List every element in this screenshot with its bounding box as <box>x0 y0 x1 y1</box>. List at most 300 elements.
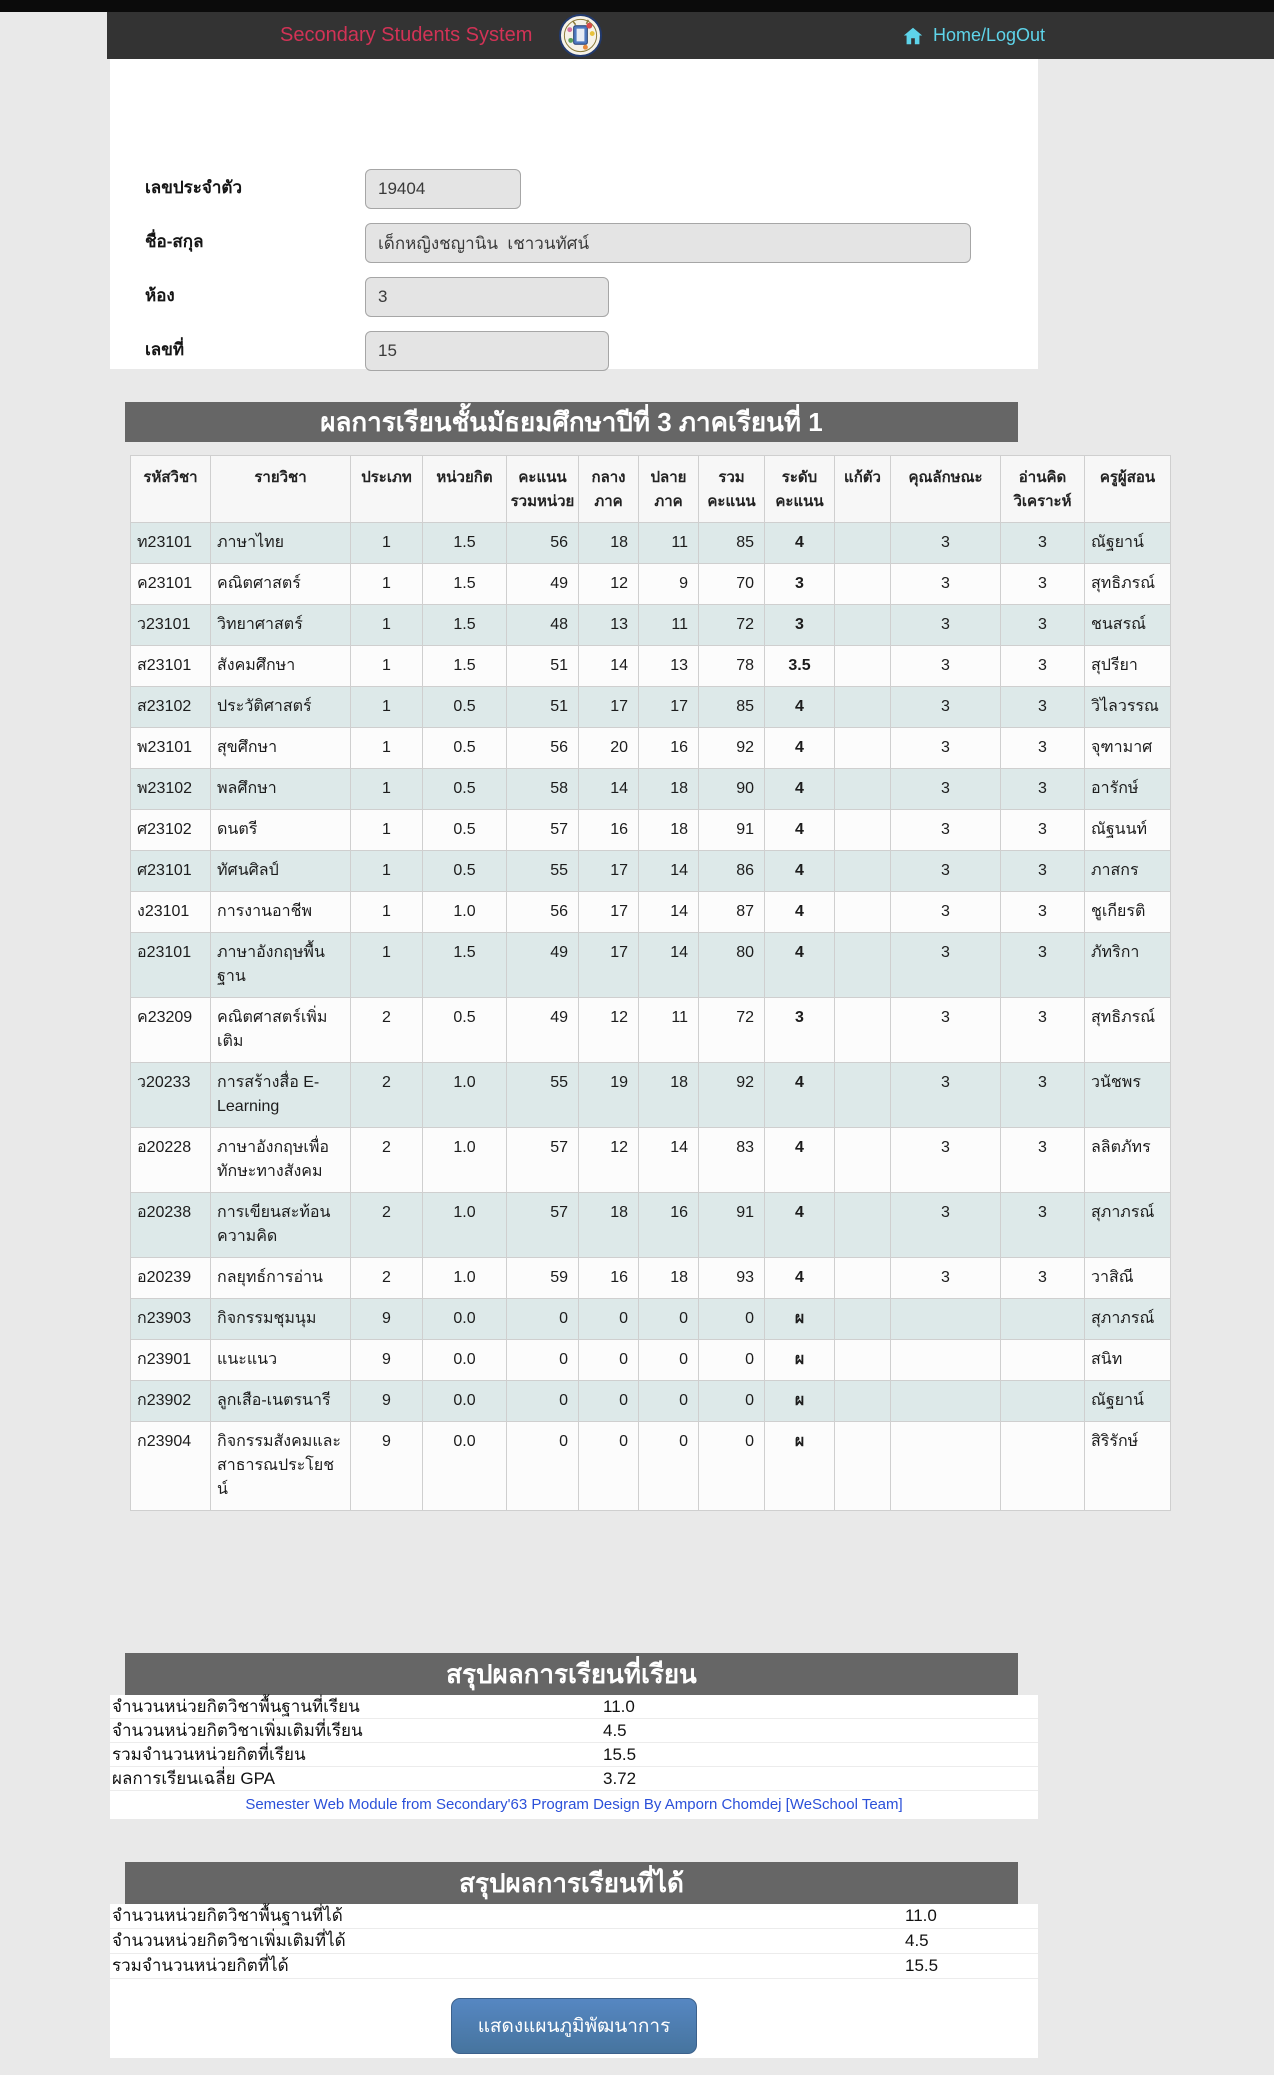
summary-studied-rows <box>110 1695 1038 1791</box>
cell-final: 18 <box>639 1063 699 1128</box>
cell-grade: ผ <box>765 1422 835 1511</box>
cell-type: 1 <box>351 933 423 998</box>
cell-unit_score: 58 <box>507 769 579 810</box>
summary-label: ผลการเรียนเฉลี่ย GPA <box>112 1769 276 1788</box>
cell-midterm: 17 <box>579 851 639 892</box>
navbar <box>107 12 1274 59</box>
cell-traits: 3 <box>891 564 1001 605</box>
top-black-strip <box>0 0 1274 12</box>
column-header: แก้ตัว <box>835 456 891 523</box>
cell-makeup <box>835 1193 891 1258</box>
home-logout-link[interactable] <box>902 12 1045 59</box>
cell-credits: 0.5 <box>423 687 507 728</box>
cell-subject: กิจกรรมชุมนุม <box>211 1299 351 1340</box>
cell-reading: 3 <box>1001 1063 1085 1128</box>
subject-row <box>131 1063 1171 1128</box>
show-development-chart-button[interactable]: แสดงแผนภูมิพัฒนาการ <box>451 1998 698 2054</box>
cell-final: 14 <box>639 851 699 892</box>
cell-midterm: 16 <box>579 1258 639 1299</box>
cell-subject: พลศึกษา <box>211 769 351 810</box>
cell-midterm: 0 <box>579 1381 639 1422</box>
cell-unit_score: 55 <box>507 851 579 892</box>
summary-row <box>110 1743 1038 1767</box>
cell-teacher: สุทธิภ​รณ์ <box>1085 998 1171 1063</box>
cell-traits: 3 <box>891 769 1001 810</box>
summary-earned-title-bar: สรุปผลการเรียนที่ได้ <box>125 1862 1018 1904</box>
cell-reading <box>1001 1299 1085 1340</box>
cell-code: ส23102 <box>131 687 211 728</box>
cell-grade: 3 <box>765 998 835 1063</box>
cell-final: 16 <box>639 728 699 769</box>
cell-final: 0 <box>639 1340 699 1381</box>
cell-credits: 0.0 <box>423 1422 507 1511</box>
cell-grade: 4 <box>765 523 835 564</box>
cell-type: 2 <box>351 1128 423 1193</box>
column-header: คุณลักษณะ <box>891 456 1001 523</box>
cell-type: 9 <box>351 1381 423 1422</box>
subject-row <box>131 523 1171 564</box>
cell-traits: 3 <box>891 646 1001 687</box>
cell-total: 0 <box>699 1381 765 1422</box>
cell-final: 18 <box>639 1258 699 1299</box>
summary-row <box>110 1954 1038 1979</box>
cell-reading: 3 <box>1001 728 1085 769</box>
summary-value: 11.0 <box>603 1697 635 1716</box>
cell-subject: สุขศึกษา <box>211 728 351 769</box>
cell-total: 86 <box>699 851 765 892</box>
cell-reading <box>1001 1422 1085 1511</box>
cell-reading: 3 <box>1001 1258 1085 1299</box>
cell-total: 87 <box>699 892 765 933</box>
cell-midterm: 0 <box>579 1422 639 1511</box>
subject-row <box>131 1299 1171 1340</box>
cell-unit_score: 56 <box>507 523 579 564</box>
column-header: หน่วยกิต <box>423 456 507 523</box>
subject-row <box>131 851 1171 892</box>
cell-subject: การเขียนสะท้อน​ความคิด <box>211 1193 351 1258</box>
cell-type: 1 <box>351 687 423 728</box>
subject-row <box>131 769 1171 810</box>
column-header: ประเภท <box>351 456 423 523</box>
cell-unit_score: 59 <box>507 1258 579 1299</box>
cell-traits: 3 <box>891 1193 1001 1258</box>
cell-total: 83 <box>699 1128 765 1193</box>
cell-makeup <box>835 1128 891 1193</box>
column-header: กลาง​ภาค <box>579 456 639 523</box>
cell-credits: 1.5 <box>423 523 507 564</box>
cell-total: 0 <box>699 1340 765 1381</box>
cell-traits: 3 <box>891 1063 1001 1128</box>
cell-type: 1 <box>351 564 423 605</box>
cell-type: 1 <box>351 810 423 851</box>
column-header: ระดับ​คะแนน <box>765 456 835 523</box>
cell-midterm: 19 <box>579 1063 639 1128</box>
cell-total: 70 <box>699 564 765 605</box>
cell-credits: 0.0 <box>423 1299 507 1340</box>
cell-type: 2 <box>351 1258 423 1299</box>
cell-credits: 1.0 <box>423 1193 507 1258</box>
cell-unit_score: 57 <box>507 810 579 851</box>
cell-grade: 3 <box>765 605 835 646</box>
subject-row <box>131 998 1171 1063</box>
cell-total: 78 <box>699 646 765 687</box>
summary-studied-panel <box>110 1695 1038 1819</box>
cell-type: 9 <box>351 1340 423 1381</box>
cell-grade: 4 <box>765 687 835 728</box>
subject-row <box>131 1422 1171 1511</box>
field-label-student-id: เลขประจำตัว <box>145 178 242 197</box>
cell-reading: 3 <box>1001 687 1085 728</box>
cell-teacher: ชนสรณ์ <box>1085 605 1171 646</box>
cell-subject: การสร้างสื่อ E-Learning <box>211 1063 351 1128</box>
cell-type: 9 <box>351 1422 423 1511</box>
cell-subject: ภาษาอังกฤษเพื่อ​ทักษะทางสังคม <box>211 1128 351 1193</box>
cell-reading: 3 <box>1001 769 1085 810</box>
cell-type: 1 <box>351 605 423 646</box>
cell-subject: แนะแนว <box>211 1340 351 1381</box>
cell-credits: 1.0 <box>423 1128 507 1193</box>
cell-grade: 4 <box>765 728 835 769</box>
cell-midterm: 17 <box>579 892 639 933</box>
cell-grade: 4 <box>765 1193 835 1258</box>
cell-code: อ20238 <box>131 1193 211 1258</box>
cell-credits: 1.5 <box>423 933 507 998</box>
cell-traits: 3 <box>891 851 1001 892</box>
field-label-number: เลขที่ <box>145 340 185 359</box>
cell-midterm: 14 <box>579 769 639 810</box>
cell-grade: ผ <box>765 1381 835 1422</box>
summary-row <box>110 1719 1038 1743</box>
summary-label: รวมจำนวนหน่วยกิตที่เรียน <box>112 1745 306 1764</box>
cell-reading: 3 <box>1001 1128 1085 1193</box>
field-input-full-name[interactable] <box>365 223 971 263</box>
subject-row <box>131 646 1171 687</box>
cell-teacher: ภัทริกา <box>1085 933 1171 998</box>
cell-unit_score: 57 <box>507 1128 579 1193</box>
subject-row <box>131 933 1171 998</box>
cell-grade: 3.5 <box>765 646 835 687</box>
cell-traits: 3 <box>891 998 1001 1063</box>
subject-row <box>131 1381 1171 1422</box>
cell-teacher: จุฑามาศ <box>1085 728 1171 769</box>
cell-traits: 3 <box>891 687 1001 728</box>
field-label-full-name: ชื่อ-สกุล <box>145 232 204 251</box>
cell-makeup <box>835 933 891 998</box>
cell-credits: 1.0 <box>423 1063 507 1128</box>
subject-row <box>131 564 1171 605</box>
cell-credits: 0.5 <box>423 998 507 1063</box>
cell-credits: 1.0 <box>423 1258 507 1299</box>
cell-grade: 4 <box>765 769 835 810</box>
column-header: รหัสวิชา <box>131 456 211 523</box>
column-header: ครูผู้​สอน <box>1085 456 1171 523</box>
cell-teacher: ชูเกียรติ <box>1085 892 1171 933</box>
cell-midterm: 12 <box>579 564 639 605</box>
cell-makeup <box>835 1258 891 1299</box>
credit-line: Semester Web Module from Secondary'63 Program Design By Amporn Chomdej [WeSchool Team] <box>245 1796 903 1813</box>
cell-grade: ผ <box>765 1340 835 1381</box>
column-header: ปลาย​ภาค <box>639 456 699 523</box>
cell-total: 93 <box>699 1258 765 1299</box>
cell-type: 9 <box>351 1299 423 1340</box>
cell-traits: 3 <box>891 728 1001 769</box>
subject-row <box>131 810 1171 851</box>
subject-row <box>131 687 1171 728</box>
column-header: คะแนน​รวม​หน่วย <box>507 456 579 523</box>
cell-subject: ดนตรี <box>211 810 351 851</box>
cell-final: 14 <box>639 1128 699 1193</box>
cell-subject: ทัศนศิลป์ <box>211 851 351 892</box>
cell-code: ว23101 <box>131 605 211 646</box>
cell-subject: การงานอาชีพ <box>211 892 351 933</box>
cell-unit_score: 55 <box>507 1063 579 1128</box>
cell-code: อ23101 <box>131 933 211 998</box>
cell-traits <box>891 1299 1001 1340</box>
cell-code: อ20239 <box>131 1258 211 1299</box>
summary-label: จำนวนหน่วยกิตวิชาพื้นฐานที่เรียน <box>112 1697 360 1716</box>
summary-label: จำนวนหน่วยกิตวิชาเพิ่มเติมที่ได้ <box>112 1931 346 1950</box>
cell-makeup <box>835 892 891 933</box>
cell-credits: 0.5 <box>423 728 507 769</box>
cell-makeup <box>835 523 891 564</box>
cell-total: 92 <box>699 1063 765 1128</box>
cell-final: 16 <box>639 1193 699 1258</box>
summary-value: 3.72 <box>603 1769 637 1788</box>
cell-subject: สังคมศึกษา <box>211 646 351 687</box>
summary-row <box>110 1767 1038 1791</box>
home-icon <box>902 25 924 47</box>
field-input-room[interactable] <box>365 277 609 317</box>
cell-final: 17 <box>639 687 699 728</box>
cell-type: 2 <box>351 1063 423 1128</box>
cell-code: พ23102 <box>131 769 211 810</box>
cell-traits: 3 <box>891 523 1001 564</box>
cell-type: 1 <box>351 769 423 810</box>
cell-code: ท23101 <box>131 523 211 564</box>
cell-subject: วิทยาศาสตร์ <box>211 605 351 646</box>
summary-row <box>110 1904 1038 1929</box>
cell-traits: 3 <box>891 933 1001 998</box>
cell-makeup <box>835 605 891 646</box>
cell-code: ก23901 <box>131 1340 211 1381</box>
summary-label: จำนวนหน่วยกิตวิชาพื้นฐานที่ได้ <box>112 1906 343 1925</box>
cell-total: 90 <box>699 769 765 810</box>
cell-total: 85 <box>699 687 765 728</box>
cell-subject: ประวัติศาสตร์ <box>211 687 351 728</box>
cell-total: 91 <box>699 810 765 851</box>
cell-grade: 4 <box>765 933 835 998</box>
cell-grade: 4 <box>765 851 835 892</box>
cell-teacher: ณัฐยาน์ <box>1085 523 1171 564</box>
cell-final: 11 <box>639 605 699 646</box>
cell-midterm: 12 <box>579 998 639 1063</box>
cell-makeup <box>835 810 891 851</box>
cell-unit_score: 56 <box>507 892 579 933</box>
field-input-number[interactable] <box>365 331 609 371</box>
cell-reading: 3 <box>1001 892 1085 933</box>
cell-teacher: สุภาภ​รณ์ <box>1085 1193 1171 1258</box>
cell-reading: 3 <box>1001 851 1085 892</box>
cell-final: 0 <box>639 1381 699 1422</box>
field-label-room: ห้อง <box>145 286 175 305</box>
cell-code: อ20228 <box>131 1128 211 1193</box>
cell-final: 14 <box>639 892 699 933</box>
cell-final: 11 <box>639 523 699 564</box>
cell-traits: 3 <box>891 1258 1001 1299</box>
cell-total: 0 <box>699 1299 765 1340</box>
cell-type: 2 <box>351 998 423 1063</box>
cell-traits <box>891 1340 1001 1381</box>
cell-code: ง23101 <box>131 892 211 933</box>
cell-credits: 1.5 <box>423 605 507 646</box>
cell-unit_score: 49 <box>507 933 579 998</box>
cell-type: 1 <box>351 892 423 933</box>
cell-credits: 1.5 <box>423 564 507 605</box>
cell-unit_score: 0 <box>507 1381 579 1422</box>
cell-makeup <box>835 1063 891 1128</box>
cell-midterm: 14 <box>579 646 639 687</box>
summary-value: 15.5 <box>603 1745 637 1764</box>
cell-teacher: วนัชพร <box>1085 1063 1171 1128</box>
cell-makeup <box>835 646 891 687</box>
cell-credits: 1.0 <box>423 892 507 933</box>
cell-code: ก23903 <box>131 1299 211 1340</box>
subject-row <box>131 1340 1171 1381</box>
cell-credits: 0.5 <box>423 851 507 892</box>
cell-type: 2 <box>351 1193 423 1258</box>
cell-traits: 3 <box>891 892 1001 933</box>
cell-makeup <box>835 998 891 1063</box>
cell-code: พ23101 <box>131 728 211 769</box>
summary-value: 4.5 <box>905 1931 929 1950</box>
cell-subject: คณิตศาสตร์เพิ่ม​เติม <box>211 998 351 1063</box>
cell-grade: 4 <box>765 1258 835 1299</box>
field-input-student-id[interactable] <box>365 169 521 209</box>
cell-total: 72 <box>699 605 765 646</box>
cell-unit_score: 56 <box>507 728 579 769</box>
cell-teacher: ภาสกร <box>1085 851 1171 892</box>
cell-grade: 4 <box>765 1128 835 1193</box>
cell-teacher: สุภาภ​รณ์ <box>1085 1299 1171 1340</box>
summary-value: 11.0 <box>905 1906 937 1925</box>
cell-teacher: สุปรียา <box>1085 646 1171 687</box>
cell-midterm: 12 <box>579 1128 639 1193</box>
cell-final: 0 <box>639 1299 699 1340</box>
grade-table <box>130 455 1171 1511</box>
cell-reading <box>1001 1381 1085 1422</box>
cell-subject: คณิตศาสตร์ <box>211 564 351 605</box>
summary-label: จำนวนหน่วยกิตวิชาเพิ่มเติมที่เรียน <box>112 1721 363 1740</box>
cell-grade: ผ <box>765 1299 835 1340</box>
summary-label: รวมจำนวนหน่วยกิตที่ได้ <box>112 1956 289 1975</box>
cell-credits: 0.5 <box>423 769 507 810</box>
column-header: อ่านคิด​วิเคราะห์ <box>1001 456 1085 523</box>
cell-type: 1 <box>351 728 423 769</box>
cell-teacher: สุทธิภ​รณ์ <box>1085 564 1171 605</box>
cell-total: 92 <box>699 728 765 769</box>
summary-row <box>110 1695 1038 1719</box>
cell-subject: ภาษาไทย <box>211 523 351 564</box>
cell-unit_score: 49 <box>507 564 579 605</box>
cell-teacher: ลลิต​ภัทร <box>1085 1128 1171 1193</box>
cell-teacher: ณัฐยาน์ <box>1085 1381 1171 1422</box>
cell-reading: 3 <box>1001 564 1085 605</box>
cell-subject: ภาษาอังกฤษพื้น​ฐาน <box>211 933 351 998</box>
cell-midterm: 18 <box>579 523 639 564</box>
cell-makeup <box>835 728 891 769</box>
cell-teacher: วาสิณี <box>1085 1258 1171 1299</box>
cell-unit_score: 51 <box>507 687 579 728</box>
summary-value: 4.5 <box>603 1721 627 1740</box>
cell-type: 1 <box>351 646 423 687</box>
cell-makeup <box>835 687 891 728</box>
report-title-bar: ผลการเรียนชั้นมัธยมศึกษาปีที่ 3 ภาคเรียนที่ 1 <box>125 402 1018 442</box>
cell-traits <box>891 1422 1001 1511</box>
cell-unit_score: 57 <box>507 1193 579 1258</box>
cell-unit_score: 0 <box>507 1422 579 1511</box>
cell-code: ก23904 <box>131 1422 211 1511</box>
grade-table-header-row <box>131 456 1171 523</box>
app-title: Secondary Students System <box>280 24 533 46</box>
cell-code: ค23209 <box>131 998 211 1063</box>
column-header: รวม​คะแนน <box>699 456 765 523</box>
cell-traits: 3 <box>891 810 1001 851</box>
cell-code: ศ23102 <box>131 810 211 851</box>
cell-credits: 1.5 <box>423 646 507 687</box>
column-header: รายวิชา <box>211 456 351 523</box>
cell-grade: 4 <box>765 1063 835 1128</box>
cell-makeup <box>835 1381 891 1422</box>
subject-row <box>131 1128 1171 1193</box>
cell-reading <box>1001 1340 1085 1381</box>
cell-teacher: สิริรักษ์ <box>1085 1422 1171 1511</box>
cell-subject: กลยุทธ์การอ่าน <box>211 1258 351 1299</box>
cell-final: 13 <box>639 646 699 687</box>
cell-midterm: 17 <box>579 933 639 998</box>
cell-type: 1 <box>351 851 423 892</box>
cell-subject: กิจกรรมสังคมและ​สาธารณประโยชน์ <box>211 1422 351 1511</box>
cell-reading: 3 <box>1001 523 1085 564</box>
cell-type: 1 <box>351 523 423 564</box>
cell-reading: 3 <box>1001 605 1085 646</box>
cell-credits: 0.0 <box>423 1381 507 1422</box>
cell-final: 11 <box>639 998 699 1063</box>
cell-teacher: วิไล​วรรณ <box>1085 687 1171 728</box>
cell-code: ศ23101 <box>131 851 211 892</box>
student-info-panel <box>110 59 1038 369</box>
home-logout-label: Home/LogOut <box>933 25 1046 45</box>
cell-grade: 4 <box>765 810 835 851</box>
cell-final: 0 <box>639 1422 699 1511</box>
cell-traits: 3 <box>891 1128 1001 1193</box>
cell-teacher: ณัฐนนท์ <box>1085 810 1171 851</box>
cell-midterm: 0 <box>579 1340 639 1381</box>
cell-midterm: 13 <box>579 605 639 646</box>
summary-studied-title-bar: สรุปผลการเรียนที่เรียน <box>125 1653 1018 1695</box>
cell-reading: 3 <box>1001 998 1085 1063</box>
cell-unit_score: 49 <box>507 998 579 1063</box>
subject-row <box>131 605 1171 646</box>
cell-total: 80 <box>699 933 765 998</box>
subject-row <box>131 1193 1171 1258</box>
cell-subject: ลูกเสือ-เนตรนารี <box>211 1381 351 1422</box>
cell-reading: 3 <box>1001 810 1085 851</box>
cell-code: ว20233 <box>131 1063 211 1128</box>
summary-value: 15.5 <box>905 1956 939 1975</box>
cell-total: 91 <box>699 1193 765 1258</box>
cell-code: ค23101 <box>131 564 211 605</box>
cell-makeup <box>835 851 891 892</box>
